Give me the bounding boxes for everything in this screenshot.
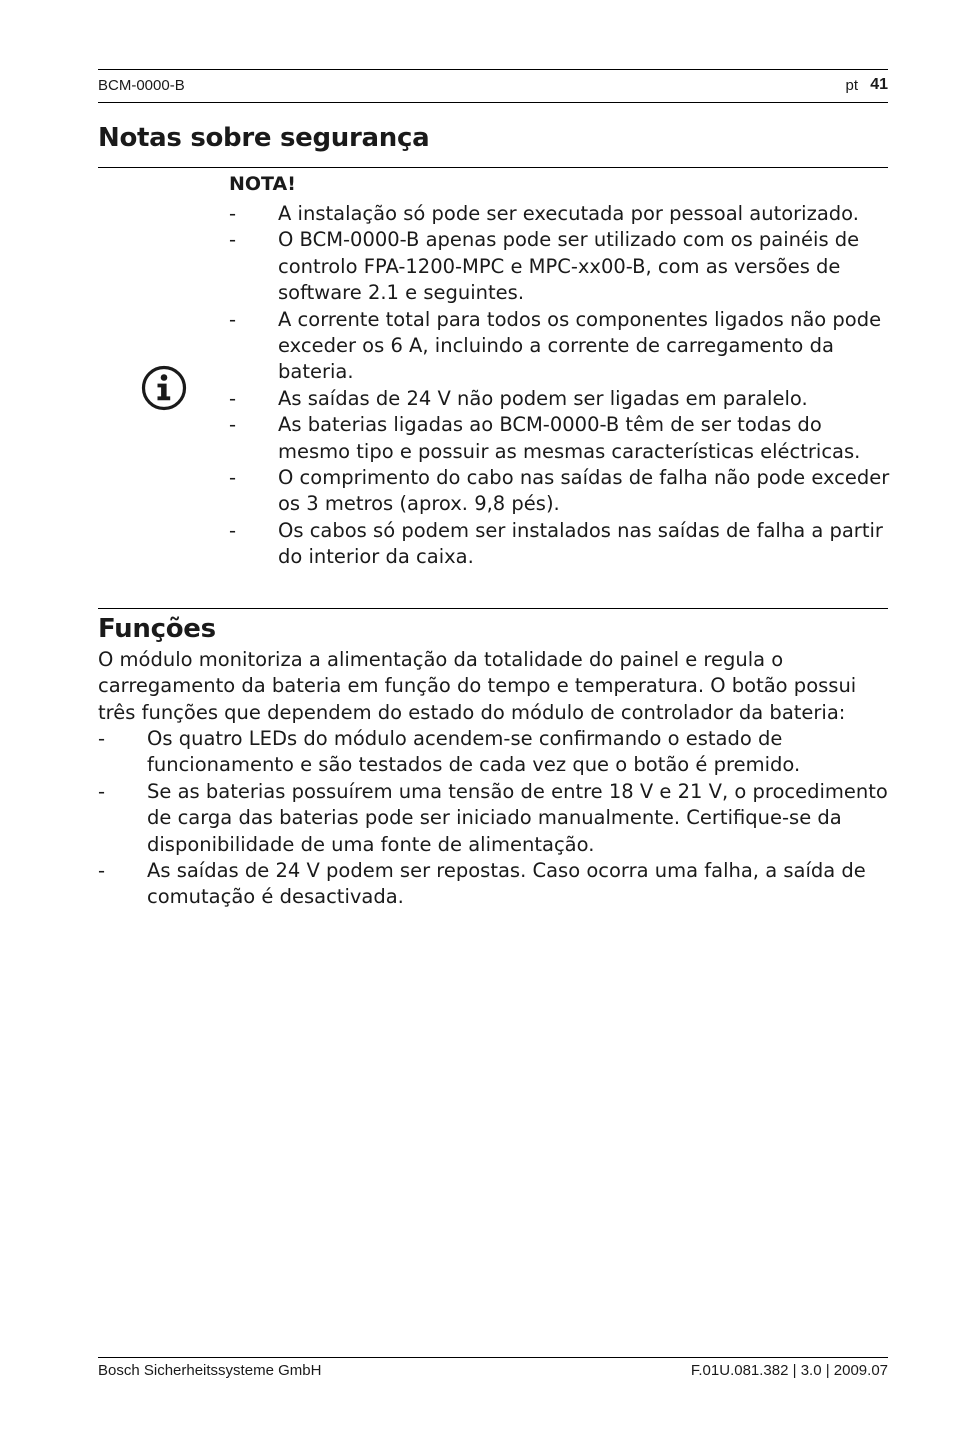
list-item [229,518,894,571]
note-label: NOTA! [229,173,296,195]
page-header [98,69,888,103]
header-model: BCM-0000-B [98,77,185,94]
footer-company: Bosch Sicherheitssysteme GmbH [98,1362,322,1379]
list-bullet: - [229,202,237,225]
section-heading-functions: Funções [98,614,216,644]
list-item [229,412,894,465]
page-footer [98,1357,888,1379]
list-item [229,227,894,306]
list-bullet: - [229,307,237,331]
list-item-text: A corrente total para todos os componentes ligados não pode exceder os 6 A, incluindo a corrente de carregamento da bateria. [278,307,882,384]
list-item-text: As saídas de 24 V não podem ser ligadas em paralelo. [278,386,808,410]
list-bullet: - [98,727,106,750]
list-item-text: O BCM-0000-B apenas pode ser utilizado com os painéis de controlo FPA-1200-MPC e MPC-xx00-B, com as versões de software 2.1 e seguintes. [278,228,860,305]
page-number: 41 [870,76,888,93]
list-item-text: Se as baterias possuírem uma tensão de entre 18 V e 21 V, o procedimento de carga das baterias pode ser iniciado manualmente. Certifique-se da disponibilidade de uma fonte de alimentação. [147,779,888,856]
list-item-text: As baterias ligadas ao BCM-0000-B têm de ser todas do mesmo tipo e possuir as mesmas características eléctricas. [278,413,861,463]
list-item [98,779,898,858]
list-item [229,201,894,227]
list-item [229,465,894,518]
section-heading-safety: Notas sobre segurança [98,123,430,153]
footer-doc-ref: F.01U.081.382 | 3.0 | 2009.07 [690,1362,888,1379]
functions-intro: O módulo monitoriza a alimentação da totalidade do painel e regula o carregamento da bateria em função do tempo e temperatura. O botão possui três funções que dependem do estado do módulo de controlador da bateria: [98,648,857,724]
list-item-text: O comprimento do cabo nas saídas de falha não pode exceder os 3 metros (aprox. 9,8 pés). [278,466,890,516]
list-item [229,307,894,386]
list-item [98,726,898,779]
list-item-text: Os quatro LEDs do módulo acendem-se confirmando o estado de funcionamento e são testados de cada vez que o botão é premido. [147,727,801,777]
list-item [98,858,898,911]
list-bullet: - [229,228,237,252]
list-item-text: Os cabos só podem ser instalados nas saídas de falha a partir do interior da caixa. [278,518,883,569]
list-bullet: - [229,466,237,490]
section-rule-bottom [98,608,888,609]
list-item-text: A instalação só pode ser executada por pessoal autorizado. [278,202,859,225]
list-bullet: - [98,779,106,803]
list-bullet: - [229,413,237,437]
safety-note-list [229,201,894,571]
section-rule-top [98,167,888,168]
header-language: pt [845,77,858,94]
list-bullet: - [229,386,237,410]
list-bullet: - [98,859,106,883]
list-bullet: - [229,518,237,542]
functions-list [98,726,898,911]
list-item [229,386,894,412]
list-item-text: As saídas de 24 V podem ser repostas. Caso ocorra uma falha, a saída de comutação é desactivada. [147,859,866,909]
info-icon [141,365,187,411]
